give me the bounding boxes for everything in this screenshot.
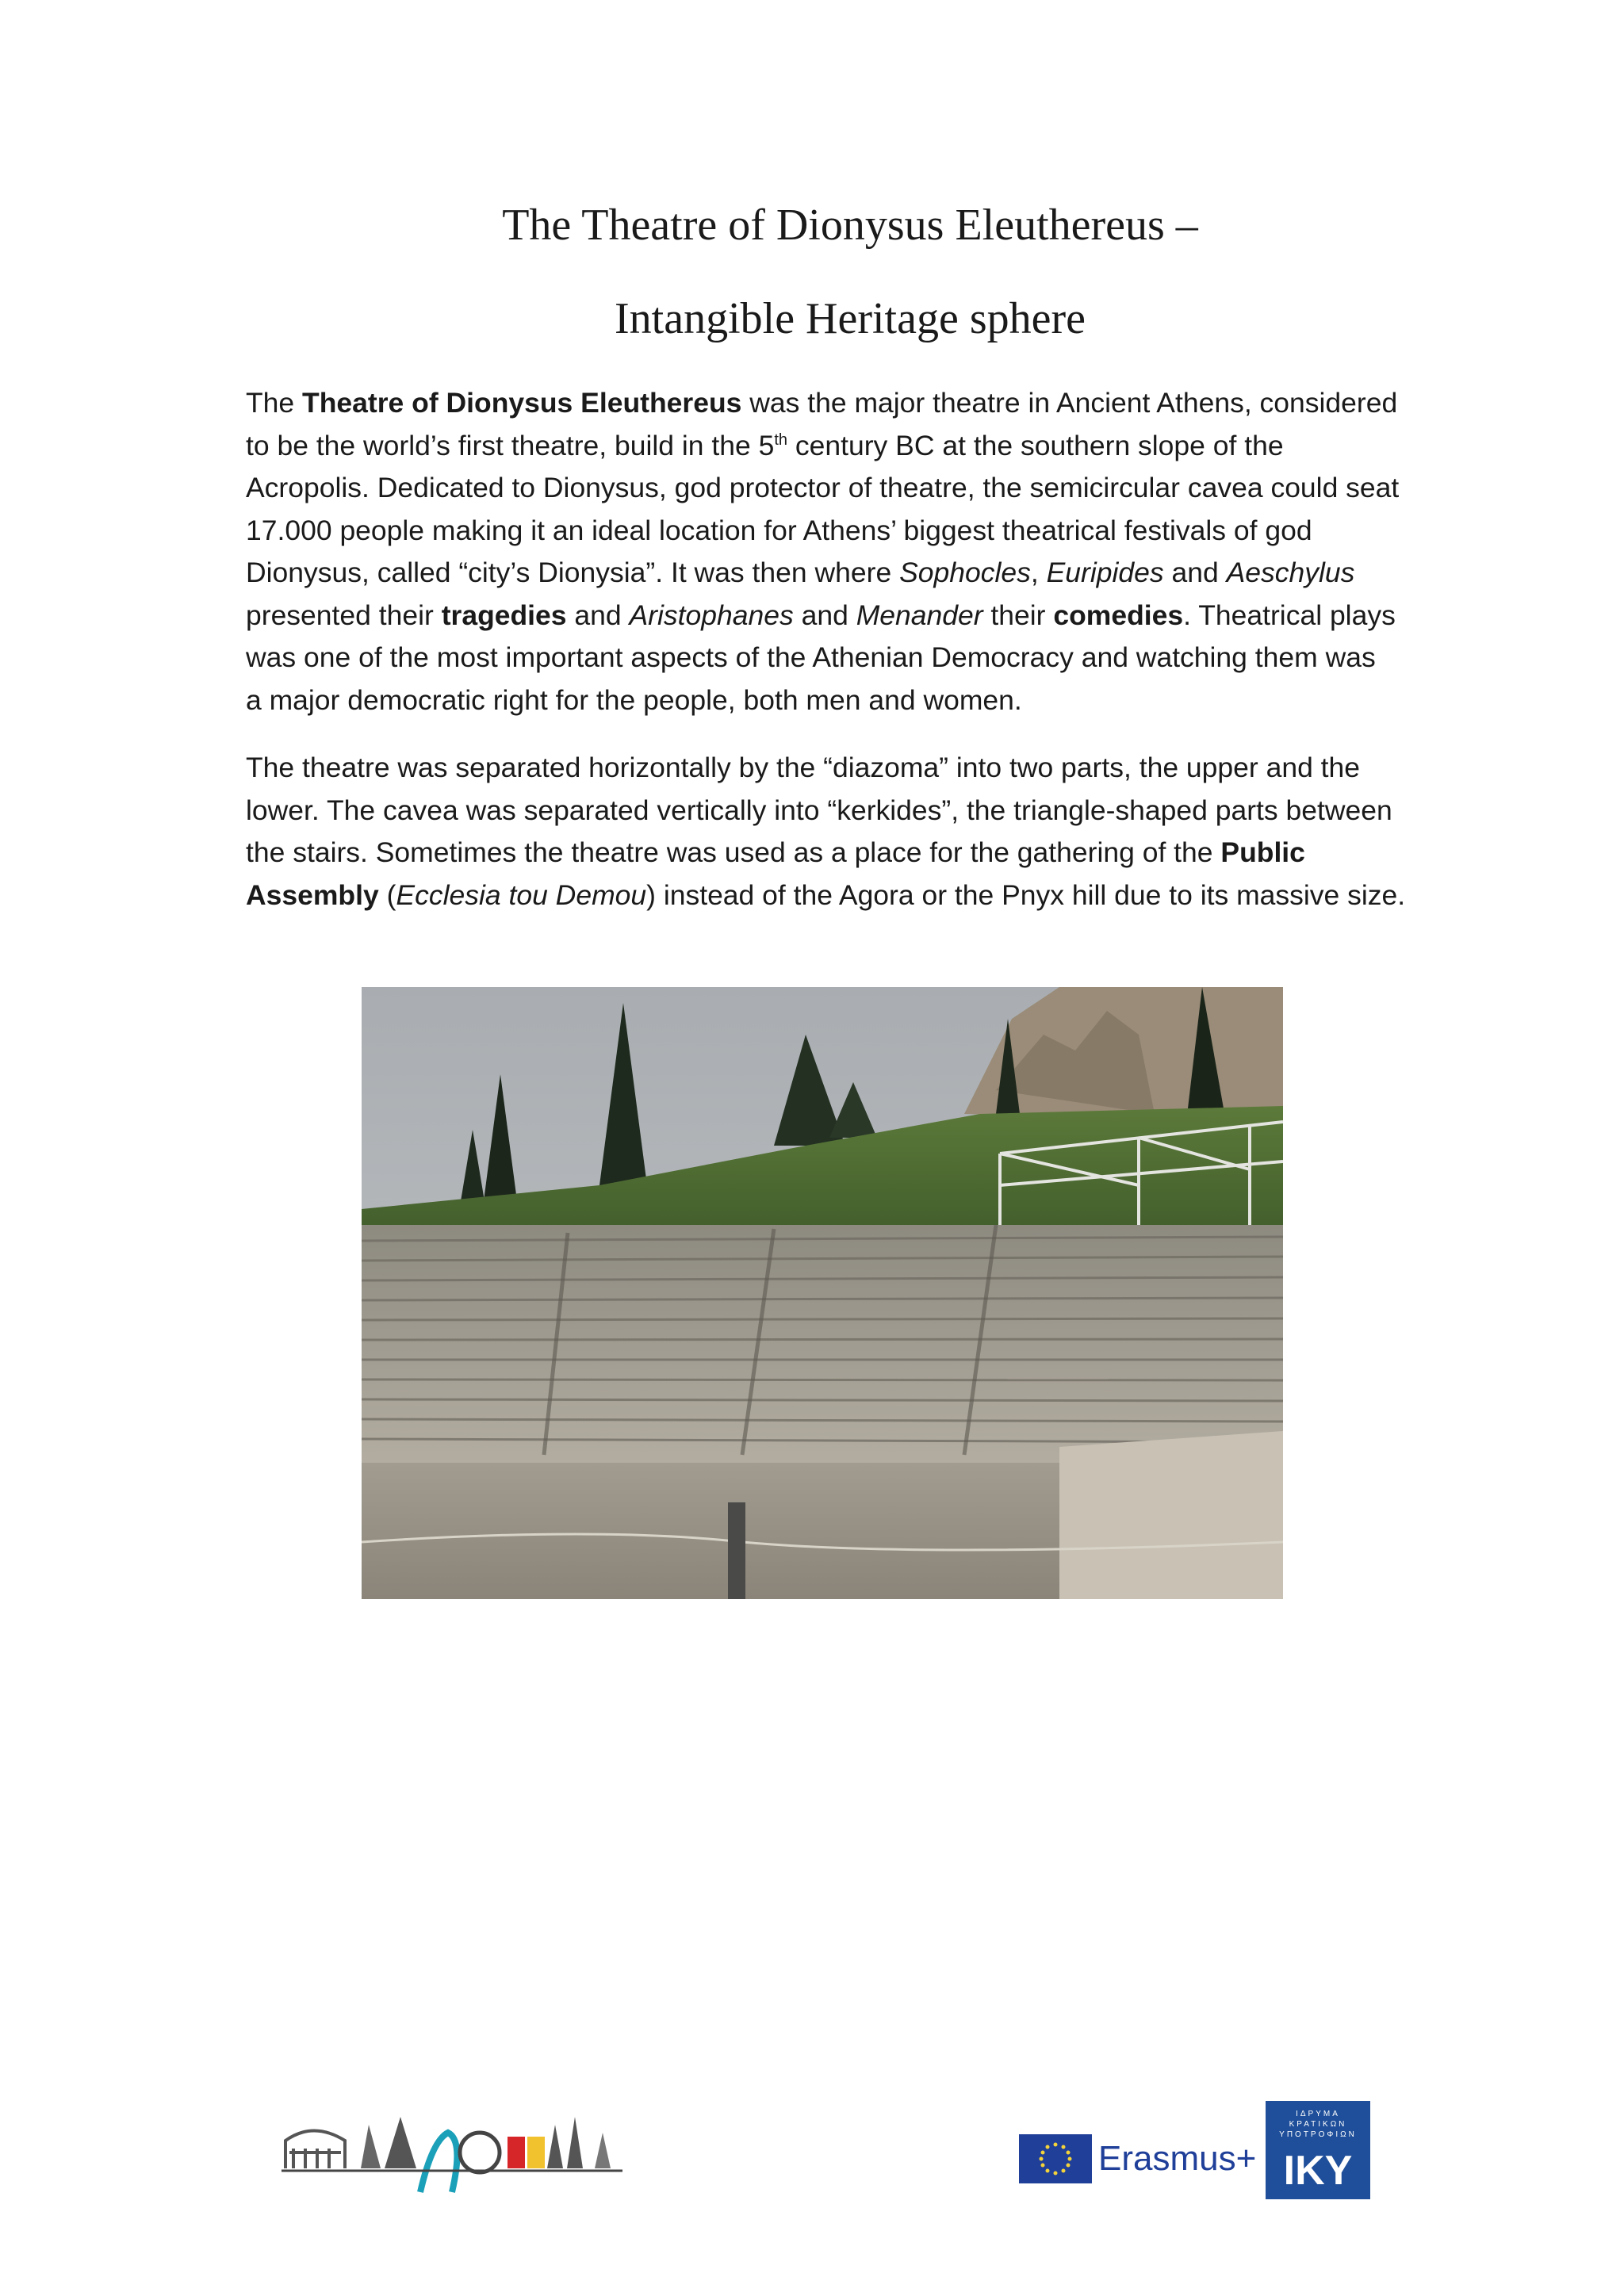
erasmus-text: Erasmus+ [1098, 2139, 1257, 2178]
text-run: their [982, 599, 1054, 631]
text-run: and [566, 599, 630, 631]
bold-assembly: Assembly [246, 878, 379, 911]
bold-theatre-name: Theatre of Dionysus Eleuthereus [302, 387, 742, 419]
text-run: The [246, 387, 303, 419]
text-line: a major democratic right for the people, both men and women. [246, 683, 1022, 716]
text-run: the stairs. Sometimes the theatre was used as a place for the gathering of the [246, 836, 1221, 868]
iky-subtitle-line: ΙΔΡΥΜΑ [1296, 2110, 1340, 2118]
text-run: ) instead of the Agora or the Pnyx hill due to its massive size. [646, 878, 1406, 911]
document-title-line1: The Theatre of Dionysus Eleuthereus – [502, 201, 1198, 250]
text-line: was one of the most important aspects of the Athenian Democracy and watching them was [246, 641, 1376, 673]
text-run: presented their [246, 599, 442, 631]
text-run: , [1030, 557, 1047, 588]
document-title-line2: Intangible Heritage sphere [615, 294, 1086, 343]
text-run: and [1163, 557, 1227, 588]
eu-flag-icon [1019, 2134, 1092, 2183]
text-line: lower. The cavea was separated vertically into “kerkides”, the triangle-shaped parts between [246, 794, 1392, 826]
erasmus-plus-logo [1019, 2133, 1257, 2190]
italic-ecclesia: Ecclesia tou Demou [396, 878, 647, 911]
text-line: 17.000 people making it an ideal location for Athens’ biggest theatrical festivals of god [246, 514, 1312, 546]
italic-sophocles: Sophocles [899, 557, 1031, 588]
text-line [246, 595, 1396, 637]
iky-logo [1266, 2101, 1370, 2199]
text-run: . Theatrical plays [1183, 599, 1396, 631]
text-run: and [793, 599, 856, 631]
iky-subtitle-line: ΥΠΟΤΡΟΦΙΩΝ [1279, 2130, 1357, 2139]
italic-euripides: Euripides [1046, 557, 1164, 588]
circe-project-logo [282, 2093, 622, 2204]
italic-menander: Menander [856, 599, 983, 631]
paragraph-history [246, 382, 1400, 721]
text-run: century BC at the southern slope of the [787, 429, 1284, 461]
superscript-th: th [774, 430, 788, 449]
bold-public: Public [1220, 836, 1305, 868]
italic-aristophanes: Aristophanes [629, 599, 794, 631]
text-line [246, 552, 1388, 595]
iky-subtitle [1266, 2109, 1370, 2140]
text-run: Dionysus, called “city’s Dionysia”. It was then where [246, 557, 900, 588]
text-line [246, 832, 1388, 874]
bold-tragedies: tragedies [441, 599, 567, 631]
text-line [246, 382, 1398, 425]
paragraph-structure [246, 747, 1406, 916]
italic-aeschylus: Aeschylus [1226, 557, 1355, 588]
text-run: ( [378, 878, 396, 911]
theatre-photo [362, 987, 1283, 1599]
iky-subtitle-line: ΚΡΑΤΙΚΩΝ [1289, 2120, 1347, 2129]
text-line [246, 874, 1406, 917]
text-line: The theatre was separated horizontally by the “diazoma” into two parts, the upper and the [246, 752, 1361, 783]
text-run: was the major theatre in Ancient Athens, considered [741, 387, 1398, 419]
text-line [246, 425, 1388, 468]
iky-wordmark: IKY [1283, 2148, 1353, 2194]
bold-comedies: comedies [1053, 599, 1184, 631]
text-line: Acropolis. Dedicated to Dionysus, god protector of theatre, the semicircular cavea could seat [246, 472, 1400, 503]
text-run: to be the world’s first theatre, build in the 5 [246, 429, 775, 461]
